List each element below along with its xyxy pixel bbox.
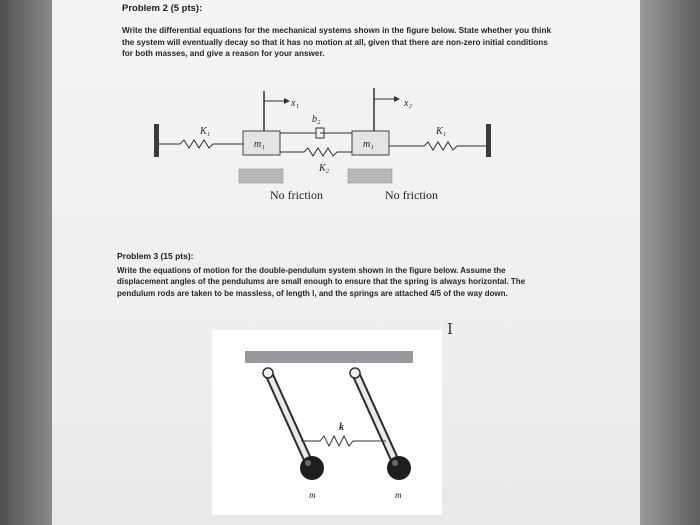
problem3-figure [52,0,640,525]
background-left [0,0,52,525]
background-right [640,0,700,525]
label-b2: b₂ [312,114,321,125]
label-k: k [339,422,344,433]
mass-m-left [300,456,324,480]
problem2-title: Problem 2 (5 pts): [122,3,203,14]
text-cursor-icon: I [447,320,453,338]
label-x2: x₂ [404,98,412,109]
document-page [52,0,640,525]
label-k1-left: K₁ [200,126,211,137]
problem3-body: Write the equations of motion for the double-pendulum system shown in the figure below. Assume the displacement angles of the pendulums are small enough to ensure that the spring is always horizontal. The pendulum rods are taken to be massless, of length l, and the springs are attached 4/5 of the way down. [117,266,526,298]
label-k1-right: K₁ [436,126,447,137]
label-m1-right: m₁ [363,139,374,150]
label-k2: K₂ [319,163,330,174]
pivot-left [263,368,273,378]
label-x1: x₁ [291,98,299,109]
mass-m-right [387,456,411,480]
label-m1-left: m₁ [254,139,265,150]
label-m-left: m [309,490,316,500]
ceiling [245,351,413,363]
caption-no-friction-right: No friction [385,188,438,202]
pivot-right [350,368,360,378]
label-m-right: m [395,490,402,500]
problem2-body: Write the differential equations for the mechanical systems shown in the figure below. State whether you think the system will eventually decay so that it has no motion at all, given that there are non-zero initial conditions for both masses, and give a reason for your answer. [122,26,552,58]
problem3-title: Problem 3 (15 pts): [117,251,194,261]
caption-no-friction-left: No friction [270,188,323,202]
